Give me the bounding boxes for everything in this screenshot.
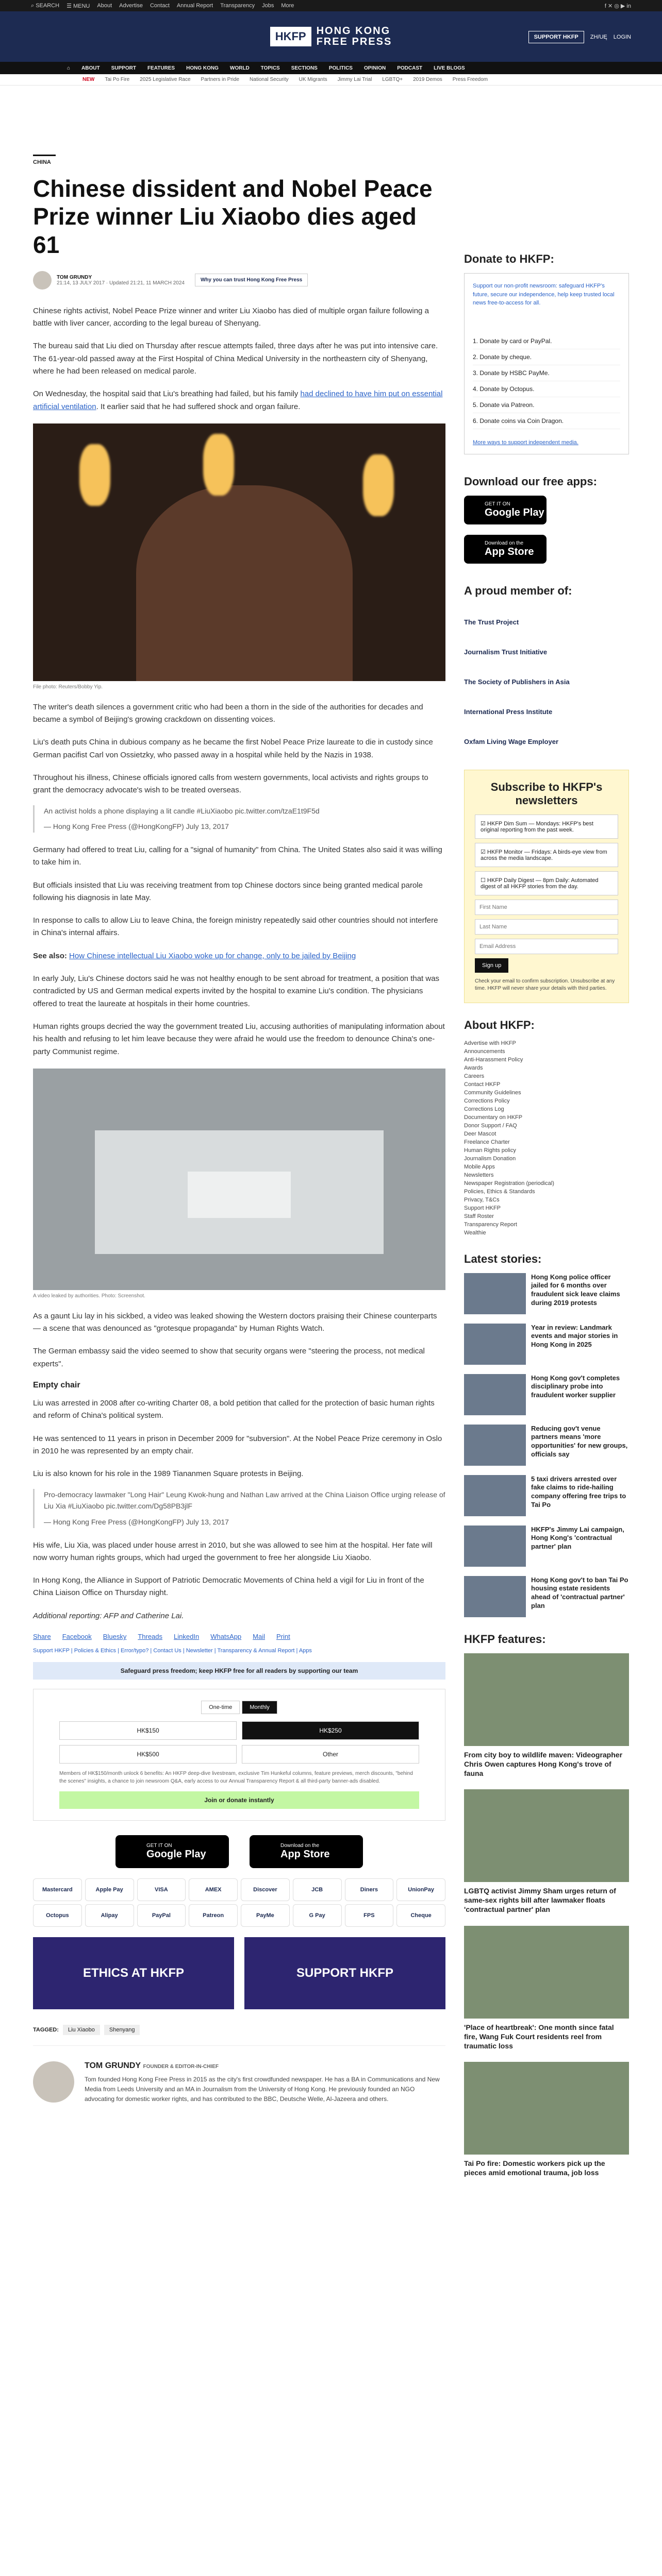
feature-story[interactable]	[464, 1789, 629, 1914]
about-item[interactable]: Transparency Report	[464, 1221, 517, 1228]
top-about[interactable]: About	[97, 3, 112, 9]
menu-link[interactable]: ☰ MENU	[67, 3, 90, 9]
share-threads[interactable]: Threads	[138, 1633, 163, 1641]
paragraph-text: On Wednesday, the hospital said that Liu's breathing had failed, but his family	[33, 389, 301, 399]
badge-large: Google Play	[485, 506, 544, 518]
about-item[interactable]: Deer Mascot	[464, 1130, 496, 1137]
ventilation-link[interactable]: had declined to have him put on essential artificial ventilation	[33, 389, 443, 411]
badge-small: GET IT ON	[485, 501, 510, 507]
latest-story[interactable]	[464, 1324, 629, 1365]
google-play-badge[interactable]	[115, 1835, 229, 1868]
about-item[interactable]: Mobile Apps	[464, 1163, 495, 1170]
story-title: 5 taxi drivers arrested over fake claims to ride-hailing company offering free trips to Tai Po	[531, 1475, 626, 1509]
photo-caption: A video leaked by authorities. Photo: Screenshot.	[33, 1293, 145, 1299]
hospital-video-still	[33, 1069, 445, 1290]
about-item[interactable]: Newsletters	[464, 1172, 494, 1178]
signup-button[interactable]: Sign up	[475, 958, 508, 973]
story-thumbnail	[464, 1526, 526, 1567]
features-heading: HKFP features:	[464, 1632, 546, 1646]
about-item[interactable]: Community Guidelines	[464, 1089, 521, 1096]
top-transparency[interactable]: Transparency	[220, 3, 255, 9]
photo-candle	[203, 434, 234, 496]
nav-item[interactable]: LIVE BLOGS	[434, 65, 465, 71]
language-toggle[interactable]: ZH/UĘ	[590, 34, 607, 40]
about-item[interactable]: Wealthie	[464, 1229, 486, 1236]
nav-item[interactable]: PODCAST	[397, 65, 423, 71]
last-name-input[interactable]	[475, 919, 618, 935]
about-item[interactable]: Staff Roster	[464, 1213, 494, 1219]
nav-item[interactable]: WORLD	[229, 65, 250, 71]
tag[interactable]: Liu Xiaobo	[63, 2025, 100, 2035]
top-bar	[0, 0, 662, 11]
top-contact[interactable]: Contact	[150, 3, 170, 9]
share-bar	[33, 1633, 445, 1640]
share-print[interactable]: Print	[276, 1633, 290, 1641]
feature-title: 'Place of heartbreak': One month since fatal fire, Wang Fuk Court residents reel from traumatic loss	[464, 2023, 614, 2050]
sidebar-app-store[interactable]	[464, 535, 547, 564]
social-icons[interactable]: f ✕ ◎ ▶ in	[604, 3, 631, 9]
support-banner[interactable]: SUPPORT HKFP	[244, 1937, 445, 2009]
sidebar-google-play[interactable]	[464, 496, 547, 524]
share-facebook[interactable]: Facebook	[62, 1633, 92, 1641]
amount-option[interactable]: Other	[242, 1745, 419, 1764]
member-logo[interactable]: The Society of Publishers in Asia	[464, 678, 570, 686]
newsletter-option-label: HKFP Daily Digest — 8pm Daily: Automated digest of all HKFP stories from the day.	[481, 877, 599, 890]
payment-logo[interactable]: Alipay	[85, 1904, 134, 1927]
logo-line-1: HONG KONG	[316, 25, 391, 37]
paragraph: The bureau said that Liu died on Thursday after rescue attempts failed, three days after he was put into intensive care. The 61-year-old passed away at the First Hospital of China Medical University in the northeastern city of Shenyang, where he had been released on medical parole.	[33, 342, 438, 376]
newsletter-option[interactable]: ☐ HKFP Daily Digest — 8pm Daily: Automated digest of all HKFP stories from the day.	[475, 871, 618, 895]
story-thumbnail	[464, 1374, 526, 1415]
about-item[interactable]: Donor Support / FAQ	[464, 1122, 517, 1129]
newsletter-option[interactable]: ☑ HKFP Dim Sum — Mondays: HKFP's best original reporting from the past week.	[475, 815, 618, 839]
about-item[interactable]: Policies, Ethics & Standards	[464, 1188, 535, 1195]
paragraph: Liu's death puts China in dubious company as he became the first Nobel Peace Prize laureate to die in custody since German pacifist Carl von Ossietzky, who passed away in a hospital while held by the Nazis in 1938.	[33, 738, 433, 759]
share-label[interactable]: Share	[33, 1633, 51, 1641]
story-thumbnail	[464, 1475, 526, 1516]
app-store-badge[interactable]	[250, 1835, 363, 1868]
first-name-input[interactable]	[475, 900, 618, 915]
site-header	[0, 11, 662, 62]
about-item[interactable]: Awards	[464, 1064, 483, 1071]
payment-logo[interactable]: Apple Pay	[85, 1878, 134, 1901]
latest-story[interactable]	[464, 1374, 629, 1415]
nav-item[interactable]: OPINION	[363, 65, 386, 71]
donate-text[interactable]: Support our non-profit newsroom: safeguard HKFP's future, secure our independence, help keep trusted local news free-to-access for all.	[473, 283, 615, 306]
paragraph: He was sentenced to 11 years in prison in December 2009 for "subversion". At the Nobel Peace Prize ceremony in Oslo in 2010 he was represented by an empty chair.	[33, 1434, 442, 1455]
author-box-name[interactable]: TOM GRUNDY	[85, 2061, 141, 2071]
main-nav	[0, 62, 662, 74]
member-benefits: Members of HK$150/month unlock 6 benefits: An HKFP deep-dive livestream, exclusive Tim Hunkeful columns, feature previews, merch discounts, "behind the scenes" insights, a chance to join newsroom Q&A, early access to our Annual Transparency Report & all third-party banner-ads disabled.	[59, 1771, 413, 1785]
latest-list	[464, 1273, 629, 1617]
feature-story[interactable]	[464, 1653, 629, 1778]
about-item[interactable]: Journalism Donation	[464, 1155, 516, 1162]
story-title: Hong Kong gov't to ban Tai Po housing estate residents ahead of 'contractual partner' plan	[531, 1575, 628, 1610]
payment-logo[interactable]: JCB	[293, 1878, 342, 1901]
about-item[interactable]: Newspaper Registration (periodical)	[464, 1180, 554, 1187]
member-logo[interactable]: International Press Institute	[464, 708, 553, 716]
payment-logo[interactable]: Mastercard	[33, 1878, 82, 1901]
paragraph: As a gaunt Liu lay in his sickbed, a video was leaked showing the Western doctors praising their Chinese counterparts — a scene that was denounced as "grotesque propaganda" by Human Rights Watch.	[33, 1311, 437, 1333]
byline	[33, 271, 445, 290]
paragraph: Chinese rights activist, Nobel Peace Prize winner and writer Liu Xiaobo has died of multiple organ failure following a battle with liver cancer, according to the legal bureau of Shenyang.	[33, 306, 429, 328]
paragraph: Liu is also known for his role in the 1989 Tiananmen Square protests in Beijing.	[33, 1469, 304, 1479]
new-label: NEW	[82, 77, 95, 82]
nav-item[interactable]: POLITICS	[328, 65, 353, 71]
embedded-tweet[interactable]	[33, 1489, 445, 1528]
publish-date: 21:14, 13 JULY 2017	[57, 280, 105, 286]
donate-option[interactable]: 4. Donate by Octopus.	[473, 381, 620, 397]
paragraph: Throughout his illness, Chinese officials ignored calls from western governments, local activists and rights groups to grant the democracy advocate's wish to be treated overseas.	[33, 773, 428, 795]
latest-story[interactable]	[464, 1273, 629, 1314]
badge-small: Download on the	[485, 540, 524, 546]
monthly-option[interactable]: Monthly	[242, 1701, 277, 1714]
donate-option[interactable]: 6. Donate coins via Coin Dragon.	[473, 413, 620, 429]
about-item[interactable]: Anti-Harassment Policy	[464, 1056, 523, 1063]
amount-option[interactable]: HK$150	[59, 1721, 237, 1740]
story-thumbnail	[464, 1324, 526, 1365]
embedded-tweet[interactable]	[33, 805, 445, 833]
about-heading: About HKFP:	[464, 1018, 535, 1031]
newsletter-heading: Subscribe to HKFP's newsletters	[490, 780, 603, 807]
newsletter-option-label: HKFP Monitor — Fridays: A birds-eye view from across the media landscape.	[481, 849, 607, 861]
photo-caption: File photo: Reuters/Bobby Yip.	[33, 684, 103, 690]
top-advertise[interactable]: Advertise	[119, 3, 143, 9]
article-body	[33, 305, 445, 1622]
app-store-badges	[33, 1835, 445, 1868]
about-item[interactable]: Corrections Log	[464, 1106, 504, 1112]
author-details	[85, 2061, 445, 2105]
subnav-item[interactable]: UK Migrants	[299, 77, 327, 82]
member-logo[interactable]: Oxfam Living Wage Employer	[464, 738, 559, 745]
story-title: Hong Kong gov't completes disciplinary probe into fraudulent worker supplier	[531, 1374, 620, 1399]
paragraph: In Hong Kong, the Alliance in Support of Patriotic Democratic Movements of China held a vigil for Liu in front of the China Liaison Office on Thursday night.	[33, 1576, 424, 1598]
paragraph: The German embassy said the video seemed to show that security organs were "steering the process, not medical experts".	[33, 1347, 425, 1368]
feature-image	[464, 2062, 629, 2155]
amount-option[interactable]: HK$500	[59, 1745, 237, 1764]
author-avatar	[33, 271, 52, 290]
top-annual[interactable]: Annual Report	[176, 3, 213, 9]
payment-logo[interactable]: Cheque	[396, 1904, 445, 1927]
nav-item[interactable]: FEATURES	[147, 65, 175, 71]
author-bio: Tom founded Hong Kong Free Press in 2015 as the city's first crowdfunded newspaper. He has a BA in Communications and New Media from Leeds University and an MA in Journalism from the University of Hong Kong. He previously founded an NGO advocating for domestic worker rights, and has contributed to the BBC, Deutsche Welle, Al-Jazeera and others.	[85, 2076, 440, 2103]
amount-grid	[59, 1721, 419, 1764]
sub-nav	[0, 74, 662, 86]
search-link[interactable]: ⌕ SEARCH	[31, 2, 60, 9]
paragraph: In early July, Liu's Chinese doctors said he was not healthy enough to be sent abroad for treatment, a position that was contradicted by US and German medical experts invited by the hospital to examine Liu's condition. The physicians offered to treat the laureate at hospitals in their home countries.	[33, 974, 440, 1008]
nav-item[interactable]: SECTIONS	[291, 65, 318, 71]
one-time-option[interactable]: One-time	[201, 1701, 240, 1714]
top-jobs[interactable]: Jobs	[262, 3, 274, 9]
story-title: Hong Kong police officer jailed for 6 months over fraudulent sick leave claims during 2019 protests	[531, 1273, 620, 1307]
payment-logo[interactable]: UnionPay	[396, 1878, 445, 1901]
badge-small: Download on the	[280, 1843, 320, 1849]
paragraph: Liu was arrested in 2008 after co-writing Charter 08, a bold petition that called for the protection of basic human rights and reform of China's political system.	[33, 1399, 435, 1420]
tweet-author: — Hong Kong Free Press (@HongKongFP) July 13, 2017	[44, 1517, 229, 1526]
author-box	[33, 2061, 445, 2105]
story-title: Year in review: Landmark events and major stories in Hong Kong in 2025	[531, 1323, 618, 1349]
section-heading: Empty chair	[33, 1381, 80, 1390]
donate-heading: Donate to HKFP:	[464, 252, 554, 265]
tweet-text: Pro-democracy lawmaker "Long Hair" Leung Kwok-hung and Nathan Law arrived at the China Liaison Office urging release of Liu Xia #LiuXiaobo pic.twitter.com/Dg58PB3jlF	[44, 1490, 445, 1511]
story-title: HKFP's Jimmy Lai campaign, Hong Kong's 'contractual partner' plan	[531, 1525, 624, 1551]
payment-logo[interactable]: PayPal	[137, 1904, 186, 1927]
photo-candle	[79, 444, 110, 506]
frequency-toggle	[59, 1701, 419, 1714]
support-button[interactable]: SUPPORT HKFP	[528, 31, 584, 43]
photo-figure	[136, 485, 353, 681]
subnav-item[interactable]: Press Freedom	[452, 77, 488, 82]
badge-small: GET IT ON	[146, 1843, 172, 1849]
about-item[interactable]: Human Rights policy	[464, 1147, 516, 1154]
amount-option[interactable]: HK$250	[242, 1721, 419, 1740]
latest-story[interactable]	[464, 1526, 629, 1567]
category-label[interactable]: CHINA	[33, 155, 56, 165]
donate-banner[interactable]: Safeguard press freedom; keep HKFP free for all readers by supporting our team	[33, 1662, 445, 1680]
article-column	[33, 155, 445, 2105]
additional-reporting: Additional reporting: AFP and Catherine Lai.	[33, 1611, 184, 1620]
subnav-item[interactable]: National Security	[250, 77, 289, 82]
badge-large: App Store	[485, 546, 534, 557]
story-title: Reducing gov't venue partners means 'more opportunities' for new groups, officials say	[531, 1424, 628, 1459]
photo-candle	[363, 454, 394, 516]
payment-logo[interactable]: Octopus	[33, 1904, 82, 1927]
share-linkedin[interactable]: LinkedIn	[174, 1633, 200, 1641]
subnav-item[interactable]: LGBTQ+	[382, 77, 403, 82]
see-also-label: See also:	[33, 951, 67, 960]
badge-large: App Store	[280, 1849, 330, 1860]
logo-line-2: FREE PRESS	[316, 36, 392, 47]
tag-list	[33, 2025, 445, 2046]
search-label: SEARCH	[36, 2, 60, 9]
paragraph: But officials insisted that Liu was receiving treatment from top Chinese doctors since being granted medical parole following his diagnosis in late May.	[33, 880, 423, 902]
feature-image	[464, 1789, 629, 1882]
share-bluesky[interactable]: Bluesky	[103, 1633, 127, 1641]
story-thumbnail	[464, 1273, 526, 1314]
member-logo[interactable]: Journalism Trust Initiative	[464, 648, 548, 656]
menu-label: MENU	[73, 3, 90, 9]
nav-item[interactable]: SUPPORT	[111, 65, 136, 71]
donate-option[interactable]: 5. Donate via Patreon.	[473, 397, 620, 413]
subnav-item[interactable]: 2025 Legislative Race	[140, 77, 191, 82]
subnav-item[interactable]: 2019 Demos	[413, 77, 442, 82]
donation-box	[33, 1689, 445, 1821]
feature-title: From city boy to wildlife maven: Videographer Chris Owen captures Hong Kong's trove of fauna	[464, 1750, 623, 1777]
join-button[interactable]: Join or donate instantly	[59, 1791, 419, 1809]
email-input[interactable]	[475, 939, 618, 954]
payment-logo[interactable]: G Pay	[293, 1904, 342, 1927]
footer-links[interactable]: Support HKFP | Policies & Ethics | Error/typo? | Contact Us | Newsletter | Transparency & Annual Report | Apps	[33, 1648, 312, 1654]
donate-option[interactable]: 3. Donate by HSBC PayMe.	[473, 365, 620, 381]
feature-title: Tai Po fire: Domestic workers pick up the pieces amid emotional trauma, job loss	[464, 2159, 605, 2177]
newsletter-note: Check your email to confirm subscription. Unsubscribe at any time. HKFP will never share your details with third parties.	[475, 978, 615, 991]
payment-logo[interactable]: PayMe	[241, 1904, 290, 1927]
see-also-link[interactable]: How Chinese intellectual Liu Xiaobo woke up for change, only to be jailed by Beijing	[69, 951, 356, 960]
tweet-text: An activist holds a phone displaying a lit candle #LiuXiaobo pic.twitter.com/tzaE1t9F5d	[44, 806, 320, 815]
hkfp-logo[interactable]	[270, 26, 392, 47]
paragraph: Germany had offered to treat Liu, calling for a "signal of humanity" from China. The United States also said it was willing to take him in.	[33, 845, 442, 867]
about-item[interactable]: Corrections Policy	[464, 1097, 510, 1104]
nav-item[interactable]: ABOUT	[81, 65, 100, 71]
tags-label: TAGGED:	[33, 2027, 59, 2033]
donate-card	[464, 273, 629, 454]
feature-title: LGBTQ activist Jimmy Sham urges return of same-sex rights bill after lawmaker floats 'contractual partner' plan	[464, 1887, 616, 1914]
payment-logo[interactable]: FPS	[345, 1904, 394, 1927]
apps-heading: Download our free apps:	[464, 474, 597, 488]
photo-bed	[188, 1172, 291, 1218]
latest-story[interactable]	[464, 1475, 629, 1516]
author-photo	[33, 2061, 74, 2103]
logo-mark: HKFP	[270, 27, 311, 46]
subnav-item[interactable]: Partners in Pride	[201, 77, 240, 82]
feature-image	[464, 1926, 629, 2019]
members-heading: A proud member of:	[464, 584, 572, 597]
subnav-item[interactable]: Tai Po Fire	[105, 77, 130, 82]
paragraph	[33, 388, 445, 413]
member-logos	[464, 605, 629, 759]
paragraph: His wife, Liu Xia, was placed under house arrest in 2010, but she was allowed to see him at the hospital. Her fate will now worry human rights groups, which had urged the government to free her alongside Liu Xiaobo.	[33, 1540, 433, 1562]
latest-story[interactable]	[464, 1576, 629, 1617]
latest-heading: Latest stories:	[464, 1252, 542, 1265]
payment-logo[interactable]: Patreon	[189, 1904, 238, 1927]
payment-logo[interactable]: Diners	[345, 1878, 394, 1901]
author-role: FOUNDER & EDITOR-IN-CHIEF	[143, 2064, 219, 2070]
about-item[interactable]: Privacy, T&Cs	[464, 1196, 500, 1203]
header-actions	[528, 31, 631, 43]
promo-banners	[33, 1937, 445, 2009]
about-item[interactable]: Documentary on HKFP	[464, 1114, 523, 1121]
author-heading	[85, 2061, 445, 2071]
paragraph-text: . It earlier said that he had suffered shock and organ failure.	[96, 402, 301, 411]
story-thumbnail	[464, 1576, 526, 1617]
newsletter-option-label: HKFP Dim Sum — Mondays: HKFP's best original reporting from the past week.	[481, 820, 593, 833]
author-name[interactable]: TOM GRUNDY	[57, 274, 92, 280]
byline-text: TOM GRUNDY 21:14, 13 JULY 2017 · Updated 21:21, 11 MARCH 2024	[57, 274, 185, 286]
tweet-author: — Hong Kong Free Press (@HongKongFP) July 13, 2017	[44, 822, 229, 831]
feature-image	[464, 1653, 629, 1746]
about-item[interactable]: Freelance Charter	[464, 1139, 510, 1145]
about-item[interactable]: Advertise with HKFP	[464, 1040, 516, 1046]
payment-logo[interactable]: Discover	[241, 1878, 290, 1901]
payment-logo[interactable]: AMEX	[189, 1878, 238, 1901]
nav-item[interactable]: TOPICS	[260, 65, 280, 71]
trust-button[interactable]: Why you can trust Hong Kong Free Press	[195, 274, 308, 286]
logo-text	[317, 26, 392, 47]
updated-date: Updated 21:21, 11 MARCH 2024	[109, 280, 185, 286]
feature-story[interactable]	[464, 2062, 629, 2177]
story-thumbnail	[464, 1425, 526, 1466]
donate-more-link[interactable]: More ways to support independent media.	[473, 439, 578, 446]
sidebar-app-badges	[464, 496, 629, 564]
subnav-item[interactable]: Jimmy Lai Trial	[337, 77, 372, 82]
login-link[interactable]: LOGIN	[613, 34, 631, 40]
about-item[interactable]: Support HKFP	[464, 1205, 501, 1211]
nav-home-icon[interactable]: ⌂	[67, 65, 71, 71]
paragraph: In response to calls to allow Liu to leave China, the foreign ministry repeatedly said other countries should not interfere in China's internal affairs.	[33, 916, 438, 938]
article-title: Chinese dissident and Nobel Peace Prize winner Liu Xiaobo dies aged 61	[33, 175, 433, 258]
share-whatsapp[interactable]: WhatsApp	[210, 1633, 242, 1641]
about-item[interactable]: Announcements	[464, 1048, 505, 1055]
candle-photo	[33, 423, 445, 681]
about-list	[464, 1039, 629, 1237]
newsletter-box	[464, 770, 629, 1003]
payment-methods	[33, 1878, 445, 1927]
member-logo[interactable]: The Trust Project	[464, 618, 519, 626]
tag[interactable]: Shenyang	[104, 2025, 140, 2035]
donate-list	[473, 333, 620, 429]
badge-large: Google Play	[146, 1849, 206, 1860]
latest-story[interactable]	[464, 1425, 629, 1466]
share-mail[interactable]: Mail	[253, 1633, 266, 1641]
donate-option[interactable]: 2. Donate by cheque.	[473, 349, 620, 365]
paragraph: Human rights groups decried the way the government treated Liu, accusing authorities of manipulating information about his health and refusing to let him leave because they were afraid he would use the freedom to denounce China's one-party Communist regime.	[33, 1022, 445, 1056]
ethics-banner[interactable]: ETHICS AT HKFP	[33, 1937, 234, 2009]
paragraph: The writer's death silences a government critic who had been a thorn in the side of the authorities for decades and became a symbol of Beijing's growing crackdown on dissenting voices.	[33, 702, 423, 724]
sidebar	[464, 252, 629, 2189]
see-also	[33, 950, 445, 962]
about-item[interactable]: Careers	[464, 1073, 485, 1079]
top-more[interactable]: More	[281, 3, 294, 9]
newsletter-option[interactable]: ☑ HKFP Monitor — Fridays: A birds-eye view from across the media landscape.	[475, 843, 618, 867]
payment-logo[interactable]: VISA	[137, 1878, 186, 1901]
feature-story[interactable]	[464, 1926, 629, 2051]
nav-item[interactable]: HONG KONG	[186, 65, 219, 71]
about-item[interactable]: Contact HKFP	[464, 1081, 501, 1088]
donate-option[interactable]: 1. Donate by card or PayPal.	[473, 333, 620, 349]
